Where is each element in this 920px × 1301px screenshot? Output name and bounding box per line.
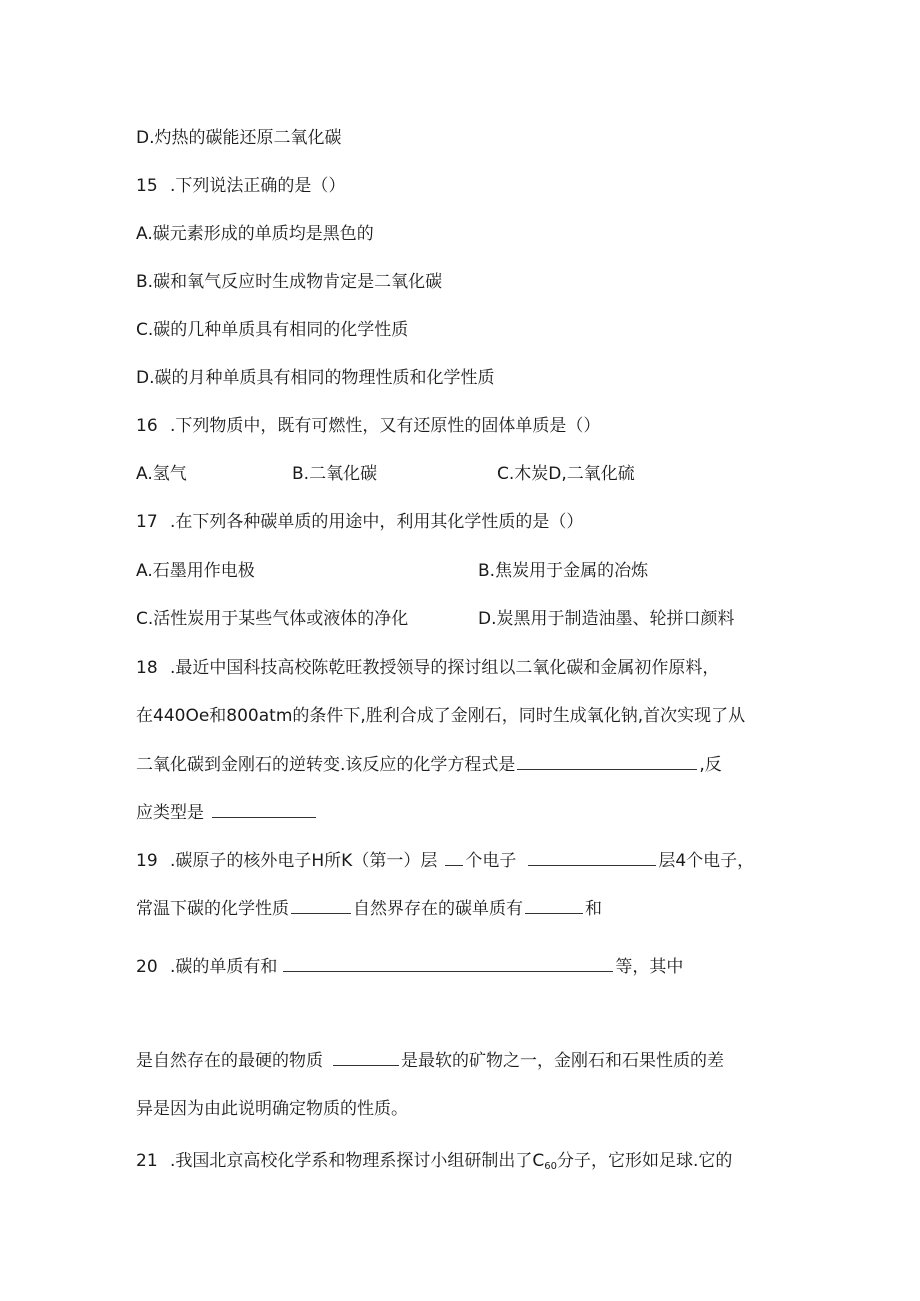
question-text: 个电子 [465,851,517,871]
answer-blank-chemical-property[interactable] [291,896,351,914]
question-text: .下列说法正确的是（） [170,176,346,196]
answer-blank-equation[interactable] [517,752,697,770]
question-19-stem [136,848,754,873]
answer-blank-layer[interactable] [528,848,656,866]
question-17-option-b: B.焦炭用于金属的冶炼 [478,561,649,581]
question-17-option-d: D.炭黑用于制造油墨、轮拼口颜料 [478,609,735,629]
question-text: 等，其中 [615,957,684,977]
question-19-line-2 [136,896,602,921]
question-text: 是自然存在的最硬的物质 [136,1051,323,1071]
question-21-stem [136,1149,732,1179]
question-text: 和 [585,899,602,919]
question-text: .在下列各种碳单质的用途中，利用其化学性质的是（） [170,512,584,532]
question-18-stem [136,656,719,680]
subscript-60: 60 [544,1161,558,1172]
question-18-line-2: 在440Oe和800atm的条件下,胜利合成了金刚石，同时生成氧化钠,首次实现了从 [136,706,746,726]
question-number: 15 [136,176,158,196]
question-text: .碳的单质有和 [170,957,278,977]
question-text: 应类型是 [136,803,204,823]
question-14-option-d: D.灼热的碳能还原二氧化碳 [136,128,342,148]
question-15-option-d: D.碳的月种单质具有相同的物理性质和化学性质 [136,368,495,388]
question-number: 19 [136,851,158,871]
question-text: .碳原子的核外电子H所K（第一）层 [170,851,438,871]
question-text: .我国北京高校化学系和物理系探讨小组研制出了C [170,1151,545,1171]
question-17-option-a: A.石墨用作电极 [136,561,255,581]
question-15-option-a: A.碳元素形成的单质均是黑色的 [136,224,374,244]
answer-blank-softest-mineral[interactable] [333,1048,399,1066]
question-text: .下列物质中，既有可燃性，又有还原性的固体单质是（） [170,416,601,436]
question-text: .最近中国科技高校陈乾旺教授领导的探讨组以二氧化碳和金属初作原料， [170,658,720,678]
question-15-option-b: B.碳和氧气反应时生成物肯定是二氧化碳 [136,272,443,292]
question-20-line-3: 异是因为由此说明确定物质的性质。 [136,1099,408,1119]
answer-blank-reaction-type[interactable] [212,800,316,818]
question-text: 分子，它形如足球.它的 [557,1151,733,1171]
question-number: 20 [136,957,158,977]
question-number: 21 [136,1151,158,1171]
question-16-option-b: B.二氧化碳 [292,464,378,484]
question-text: 二氧化碳到金刚石的逆转变.该反应的化学方程式是 [136,755,516,775]
question-17-option-c: C.活性炭用于某些气体或液体的净化 [136,609,409,629]
answer-blank-carbon-element-1[interactable] [525,896,583,914]
question-text: 是最软的矿物之一，金刚石和石果性质的差 [401,1051,724,1071]
question-15-option-c: C.碳的几种单质具有相同的化学性质 [136,320,409,340]
answer-blank-electrons-k[interactable] [445,848,463,866]
question-number: 17 [136,512,158,532]
question-text: 自然界存在的碳单质有 [353,899,523,919]
question-18-line-4 [136,800,318,825]
question-text: 常温下碳的化学性质 [136,899,289,919]
question-20-stem [136,954,683,979]
question-number: 18 [136,658,158,678]
answer-blank-carbon-elements[interactable] [283,954,613,972]
question-number: 16 [136,416,158,436]
question-15-stem [136,174,345,198]
question-20-line-2 [136,1048,724,1073]
question-16-stem [136,414,600,438]
question-text: ,反 [699,755,722,775]
question-17-stem [136,510,583,534]
question-16-option-cd: C.木炭D,二氧化硫 [497,464,635,484]
question-18-line-3 [136,752,722,777]
question-16-option-a: A.氢气 [136,464,187,484]
question-text: 层4个电子， [658,851,755,871]
